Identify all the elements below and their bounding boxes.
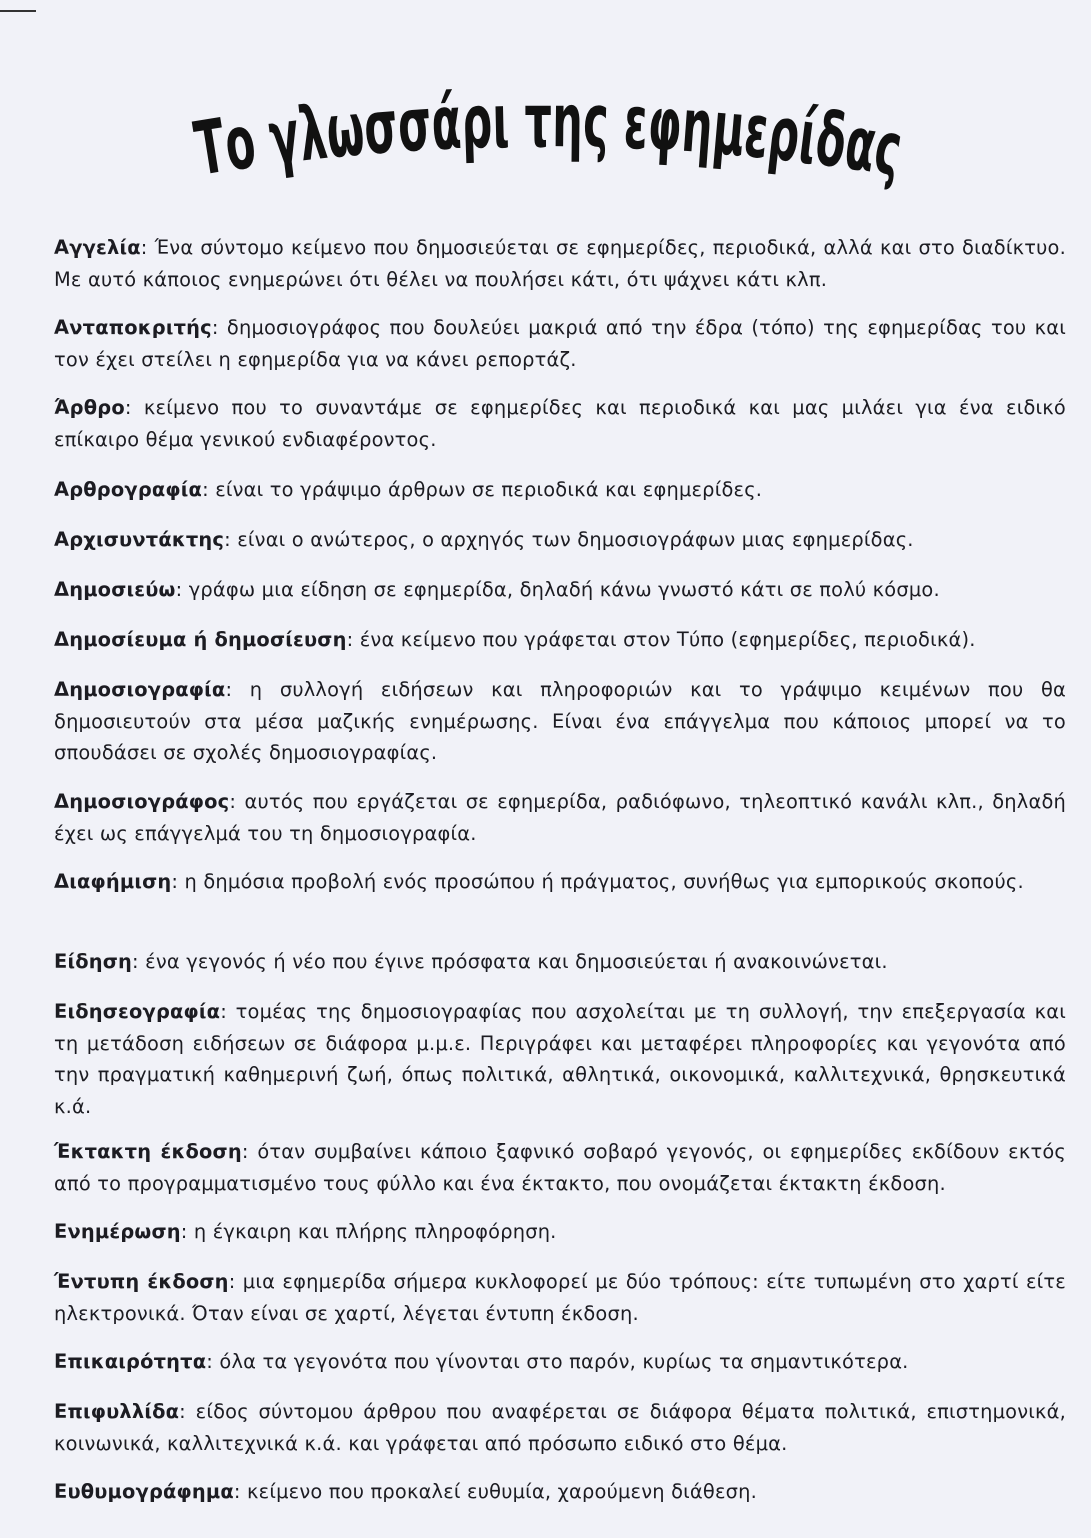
entry-colon: : (346, 628, 360, 651)
glossary-entry (54, 1266, 1066, 1329)
entry-definition: η έγκαιρη και πλήρης πληροφόρηση. (193, 1220, 557, 1243)
entry-colon: : (233, 1480, 248, 1503)
entry-term: Άρθρο (54, 396, 125, 419)
glossary-entry (54, 1476, 1066, 1508)
entry-term: Επιφυλλίδα (54, 1400, 180, 1423)
glossary-entry (54, 1346, 1066, 1378)
glossary-entry (54, 312, 1066, 375)
entry-colon: : (175, 578, 189, 601)
entry-definition: κείμενο που το συναντάμε σε εφημερίδες και περιοδικά και μας μιλάει για ένα ειδικό επίκαιρο θέμα γενικού ενδιαφέροντος. (54, 396, 1066, 451)
entry-colon: : (179, 1400, 196, 1423)
entry-colon: : (211, 316, 227, 339)
glossary-entry (54, 574, 1066, 606)
entry-colon: : (180, 1220, 194, 1243)
entry-term: Δημοσιογραφία (54, 678, 226, 701)
glossary-entry (54, 624, 1066, 656)
entry-definition: κείμενο που προκαλεί ευθυμία, χαρούμενη διάθεση. (247, 1480, 758, 1503)
entry-term: Ενημέρωση (54, 1220, 181, 1243)
entry-colon: : (241, 1140, 258, 1163)
glossary-entry (54, 392, 1066, 455)
entry-colon: : (202, 478, 216, 501)
entry-term: Διαφήμιση (54, 870, 172, 893)
entry-term: Έντυπη έκδοση (54, 1270, 229, 1293)
entry-colon: : (171, 870, 185, 893)
glossary-entry (54, 1396, 1066, 1459)
title-text (189, 78, 926, 197)
entry-definition: είναι το γράψιμο άρθρων σε περιοδικά και εφημερίδες. (215, 478, 763, 501)
entry-definition: Ένα σύντομο κείμενο που δημοσιεύεται σε εφημερίδες, περιοδικά, αλλά και στο διαδίκτυο. Με αυτό κάποιος ενημερώνει ότι θέλει να πουλήσει κάτι, ότι ψάχνει κάτι κλπ. (54, 236, 1066, 291)
entry-colon: : (224, 528, 238, 551)
title-textpath: Το γλωσσάρι της εφημερίδας (189, 78, 926, 197)
glossary-entry (54, 866, 1066, 898)
page-title (0, 55, 1091, 225)
entry-colon: : (220, 1000, 236, 1023)
entry-colon: : (225, 678, 250, 701)
entry-definition: ένα κείμενο που γράφεται στον Τύπο (εφημερίδες, περιοδικά). (359, 628, 976, 651)
glossary-entry (54, 524, 1066, 556)
glossary-entry (54, 232, 1066, 295)
entry-colon: : (140, 236, 155, 259)
entry-definition: η συλλογή ειδήσεων και πληροφοριών και το γράψιμο κειμένων που θα δημοσιευτούν στα μέσα μαζικής ενημέρωσης. Είναι ένα επάγγελμα που κάποιος μπορεί να το σπουδάσει σε σχολές δημοσιογραφίας. (54, 678, 1066, 764)
entry-term: Έκτακτη έκδοση (54, 1140, 242, 1163)
entry-definition: είδος σύντομου άρθρου που αναφέρεται σε διάφορα θέματα πολιτικά, επιστημονικά, κοινωνικά, καλλιτεχνικά κ.ά. και γράφεται από πρόσωπο ειδικό στο θέμα. (54, 1400, 1066, 1455)
entry-term: Δημοσιογράφος (54, 790, 230, 813)
entry-term: Αγγελία (54, 236, 141, 259)
entry-definition: δημοσιογράφος που δουλεύει μακριά από την έδρα (τόπο) της εφημερίδας του και τον έχει στείλει η εφημερίδα για να κάνει ρεπορτάζ. (54, 316, 1066, 371)
glossary-entry (54, 946, 1066, 978)
entry-term: Αρχισυντάκτης (54, 528, 225, 551)
glossary-entry (54, 674, 1066, 769)
glossary-entry (54, 786, 1066, 849)
entry-definition: αυτός που εργάζεται σε εφημερίδα, ραδιόφωνο, τηλεοπτικό κανάλι κλπ., δηλαδή έχει ως επάγγελμά του τη δημοσιογραφία. (54, 790, 1066, 845)
entry-term: Δημοσίευμα ή δημοσίευση (54, 628, 347, 651)
entry-definition: όταν συμβαίνει κάποιο ξαφνικό σοβαρό γεγονός, οι εφημερίδες εκδίδουν εκτός από το προγραμματισμένο τους φύλλο και ένα έκτακτο, που ονομάζεται έκτακτη έκδοση. (54, 1140, 1066, 1195)
entry-definition: τομέας της δημοσιογραφίας που ασχολείται με τη συλλογή, την επεξεργασία και τη μετάδοση ειδήσεων σε διάφορα μ.μ.ε. Περιγράφει και μεταφέρει πληροφορίες και γεγονότα από την πραγματική καθημερινή ζωή, όπως πολιτικά, αθλητικά, οικονομικά, καλλιτεχνικά, θρησκευτικά κ.ά. (54, 1000, 1066, 1118)
entry-term: Αρθρογραφία (54, 478, 203, 501)
entry-definition: μια εφημερίδα σήμερα κυκλοφορεί με δύο τρόπους: είτε τυπωμένη στο χαρτί είτε ηλεκτρονικά. Όταν είναι σε χαρτί, λέγεται έντυπη έκδοση. (54, 1270, 1066, 1325)
entry-colon: : (132, 950, 146, 973)
entry-term: Ευθυμογράφημα (54, 1480, 234, 1503)
entry-definition: είναι ο ανώτερος, ο αρχηγός των δημοσιογράφων μιας εφημερίδας. (237, 528, 914, 551)
entry-colon: : (228, 1270, 243, 1293)
entry-definition: ένα γεγονός ή νέο που έγινε πρόσφατα και δημοσιεύεται ή ανακοινώνεται. (145, 950, 888, 973)
glossary-entry (54, 1136, 1066, 1199)
entry-colon: : (206, 1350, 220, 1373)
glossary-entry (54, 474, 1066, 506)
glossary-entry (54, 1216, 1066, 1248)
entry-colon: : (229, 790, 245, 813)
entry-term: Είδηση (54, 950, 133, 973)
entry-definition: γράφω μια είδηση σε εφημερίδα, δηλαδή κάνω γνωστό κάτι σε πολύ κόσμο. (188, 578, 940, 601)
entry-term: Ανταποκριτής (54, 316, 212, 339)
scan-edge-mark (0, 10, 36, 12)
title-arc (0, 55, 1091, 225)
entry-term: Ειδησεογραφία (54, 1000, 221, 1023)
entry-colon: : (124, 396, 144, 419)
entry-definition: η δημόσια προβολή ενός προσώπου ή πράγματος, συνήθως για εμπορικούς σκοπούς. (184, 870, 1024, 893)
entry-term: Δημοσιεύω (54, 578, 176, 601)
entry-term: Επικαιρότητα (54, 1350, 207, 1373)
entry-definition: όλα τα γεγονότα που γίνονται στο παρόν, κυρίως τα σημαντικότερα. (219, 1350, 909, 1373)
glossary-entry (54, 996, 1066, 1122)
